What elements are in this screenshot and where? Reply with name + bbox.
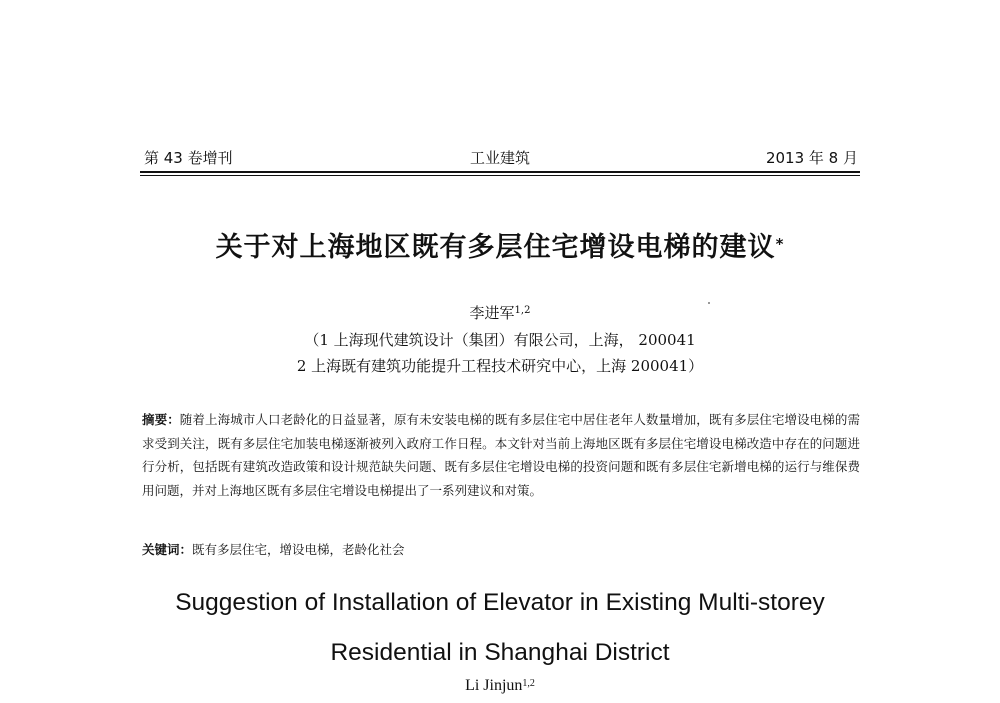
running-header [140, 147, 860, 173]
title-footnote-mark: * [775, 235, 785, 253]
keywords-text: 既有多层住宅，增设电梯，老龄化社会 [192, 542, 405, 557]
english-title-line-1: Suggestion of Installation of Elevator in Existing Multi-storey [175, 589, 825, 616]
paper-title [0, 230, 1000, 266]
affiliation-2: 2 上海既有建筑功能提升工程技术研究中心，上海 200041） [296, 357, 704, 375]
english-title-line-2: Residential in Shanghai District [330, 639, 670, 666]
keywords-label: 关键词： [142, 542, 193, 557]
author-english-affil-marks: 1,2 [522, 678, 535, 689]
abstract-text: 随着上海城市人口老龄化的日益显著，原有未安装电梯的既有多层住宅中居住老年人数量增加，既有多层住宅增设电梯的需求受到关注，既有多层住宅加装电梯逐渐被列入政府工作日程。本文针对当前上海地区既有多层住宅增设电梯改造中存在的问题进行分析，包括既有建筑改造政策和设计规范缺失问题、既有多层住宅增设电梯的投资问题和既有多层住宅新增电梯的运行与维保费用问题，并对上海地区既有多层住宅增设电梯提出了一系列建议和对策。 [142, 412, 860, 498]
author-chinese [0, 303, 1000, 323]
issue-date: 2013 年 8 月 [765, 149, 858, 167]
abstract-label: 摘要： [142, 412, 180, 427]
volume-label: 第 43 卷增刊 [144, 149, 233, 167]
author-chinese-affil-marks: 1,2 [514, 305, 531, 316]
author-chinese-name: 李进军 [469, 304, 515, 322]
affiliation-1: （1 上海现代建筑设计（集团）有限公司，上海， 200041 [304, 331, 696, 349]
abstract [142, 408, 860, 502]
author-english-name: Li Jinjun [465, 677, 523, 694]
author-english [0, 676, 1000, 696]
journal-name: 工业建筑 [469, 149, 530, 167]
paper-title-text: 关于对上海地区既有多层住宅增设电梯的建议 [215, 232, 776, 263]
keywords [142, 541, 860, 559]
